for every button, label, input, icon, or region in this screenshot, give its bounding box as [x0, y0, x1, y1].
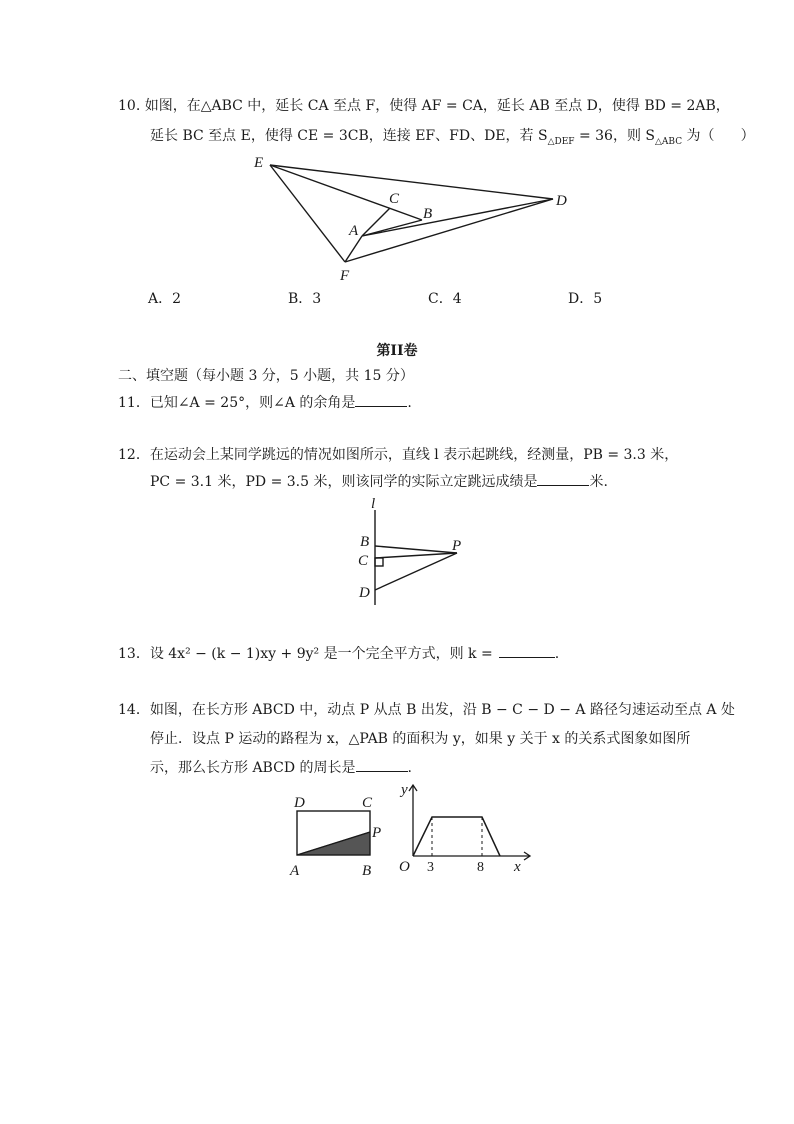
q10-line1: 10. 如图，在△ABC 中，延长 CA 至点 F，使得 AF = CA，延长 AB 至点 D，使得 BD = 2AB， — [118, 98, 730, 114]
q10-sub-def: △DEF — [547, 136, 575, 147]
q10-label-d: D — [556, 193, 567, 209]
q10-line2-prefix: 延长 BC 至点 E，使得 CE = 3CB，连接 EF、FD、DE，若 S — [150, 128, 548, 144]
q14-rect-label-a: A — [290, 863, 300, 879]
q10-choice-c: C．4 — [428, 291, 462, 307]
q10-label-a: A — [349, 223, 359, 239]
q10-label-f: F — [340, 268, 350, 284]
q10-sub-abc: △ABC — [655, 136, 683, 147]
q14-line2: 停止．设点 P 运动的路程为 x，△PAB 的面积为 y，如果 y 关于 x 的关系式图象如图所 — [150, 731, 691, 747]
q12-label-b: B — [360, 534, 370, 550]
q12-line1: 12．在运动会上某同学跳远的情况如图所示，直线 l 表示起跳线，经测量，PB = 3.3 米， — [118, 447, 679, 463]
q10-label-e: E — [254, 155, 264, 171]
q10-label-b: B — [423, 206, 433, 222]
q14-rect-label-d: D — [294, 795, 305, 811]
q10-label-c: C — [389, 191, 400, 207]
q14-line3-prefix: 示，那么长方形 ABCD 的周长是 — [150, 760, 356, 776]
q14-graph-tick-3: 3 — [427, 860, 434, 875]
q11-suffix: . — [407, 395, 412, 411]
q10-line2-mid: = 36，则 S — [574, 128, 656, 144]
q12-line2-prefix: PC = 3.1 米，PD = 3.5 米，则该同学的实际立定跳远成绩是 — [150, 474, 538, 490]
q14-rect-label-b: B — [362, 863, 372, 879]
q12-line2-suffix: 米. — [589, 474, 608, 490]
q13-suffix: . — [554, 646, 560, 662]
q12-label-c: C — [358, 553, 369, 569]
q12-label-d: D — [359, 585, 370, 601]
q14-rect-label-c: C — [362, 795, 373, 811]
q14-line1: 14．如图，在长方形 ABCD 中，动点 P 从点 B 出发，沿 B − C − D − A 路径匀速运动至点 A 处 — [118, 702, 735, 718]
q10-line2-suffix: 为（ — [682, 128, 715, 144]
q10-choice-d: D．5 — [568, 291, 603, 307]
q14-graph-label-y: y — [401, 782, 408, 798]
q14-rect-label-p: P — [372, 825, 382, 841]
q12-label-p: P — [452, 538, 462, 554]
q14-graph-label-o: O — [399, 859, 410, 875]
q10-line2-close: ） — [740, 128, 755, 144]
q13-prefix: 13．设 4x² − (k − 1)xy + 9y² 是一个完全平方式，则 k = — [118, 646, 493, 662]
q14-graph-label-x: x — [514, 859, 521, 875]
q10-choice-a: A．2 — [148, 291, 182, 307]
q14-line3-suffix: . — [407, 760, 412, 776]
fill-heading: 二、填空题（每小题 3 分，5 小题，共 15 分） — [118, 368, 414, 384]
section-title: 第II卷 — [376, 343, 418, 359]
q12-label-l: l — [371, 496, 376, 512]
q14-graph-tick-8: 8 — [477, 860, 484, 875]
q10-choice-b: B．3 — [288, 291, 322, 307]
q11-prefix: 11．已知∠A = 25°，则∠A 的余角是 — [118, 395, 356, 411]
